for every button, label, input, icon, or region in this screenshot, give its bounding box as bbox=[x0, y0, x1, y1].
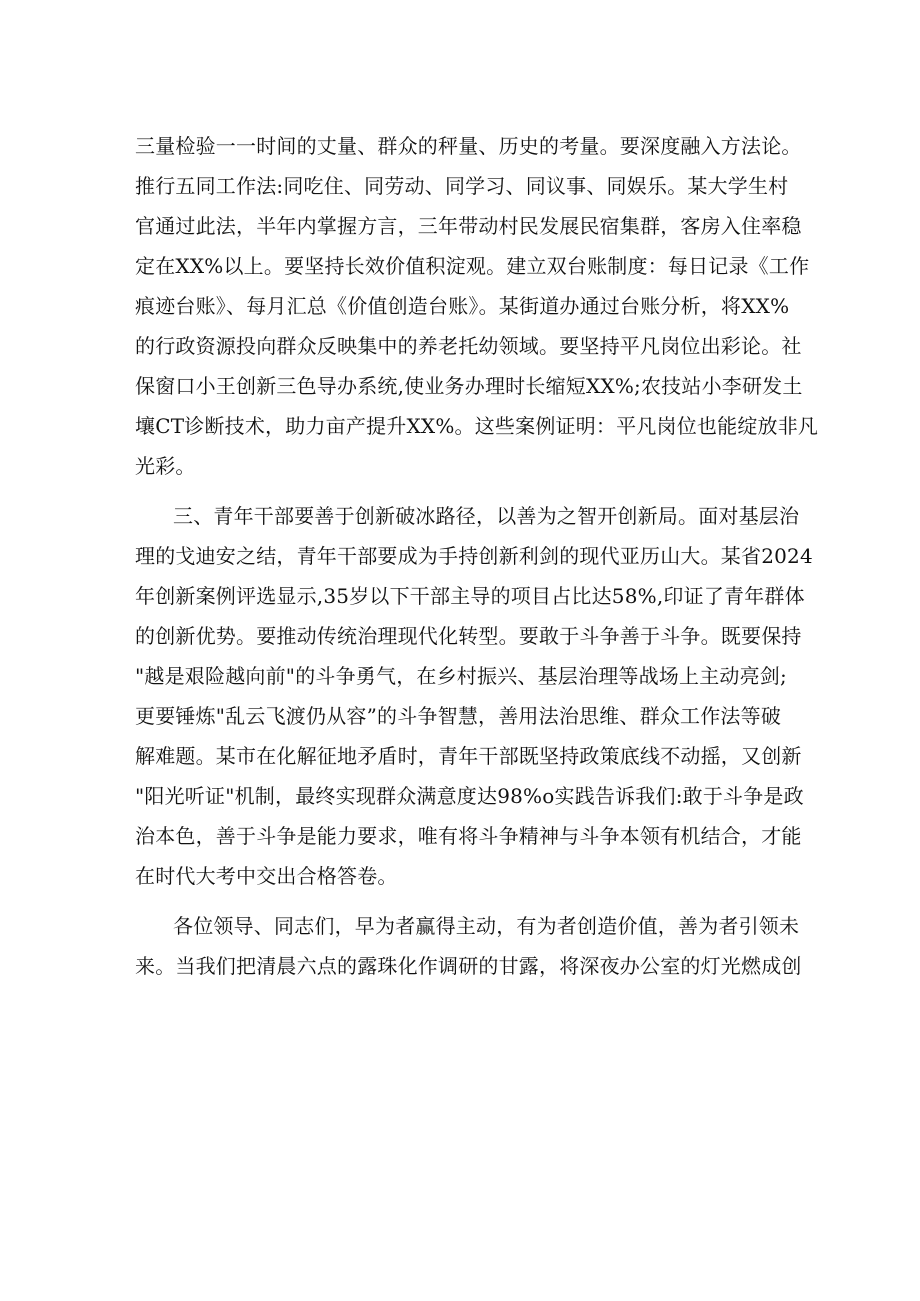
text-line: 解难题。某市在化解征地矛盾时，青年干部既坚持政策底线不动摇，又创新 bbox=[135, 744, 802, 768]
paragraph-spacer bbox=[135, 896, 795, 906]
text-line: 的行政资源投向群众反映集中的养老托幼领域。要坚持平凡岗位出彩论。社 bbox=[135, 334, 802, 358]
text-line: 保窗口小王创新三色导办系统,使业务办理时长缩短XX%;农技站小李研发土 bbox=[135, 374, 803, 398]
text-line: 来。当我们把清晨六点的露珠化作调研的甘露，将深夜办公室的灯光燃成创 bbox=[135, 954, 802, 978]
text-line: 年创新案例评选显示,35岁以下干部主导的项目占比达58%,印证了青年群体 bbox=[135, 584, 805, 608]
text-line: 的创新优势。要推动传统治理现代化转型。要敢于斗争善于斗争。既要保持 bbox=[135, 624, 802, 648]
text-line: 更要锤炼"乱云飞渡仍从容”的斗争智慧，善用法治思维、群众工作法等破 bbox=[135, 704, 782, 728]
text-line: 官通过此法，半年内掌握方言，三年带动村民发展民宿集群，客房入住率稳 bbox=[135, 214, 802, 238]
paragraph bbox=[135, 496, 813, 896]
text-line: 三量检验一一时间的丈量、群众的秤量、历史的考量。要深度融入方法论。 bbox=[135, 134, 802, 158]
text-line: 痕迹台账》、每月汇总《价值创造台账》。某街道办通过台账分析，将XX% bbox=[135, 294, 790, 318]
text-line: 定在XX%以上。要坚持长效价值积淀观。建立双台账制度：每日记录《工作 bbox=[135, 254, 810, 278]
text-line: 光彩。 bbox=[135, 454, 196, 478]
text-line: 理的戈迪安之结，青年干部要成为手持创新利剑的现代亚历山大。某省2024 bbox=[135, 544, 813, 568]
text-line: 推行五同工作法:同吃住、同劳动、同学习、同议事、同娱乐。某大学生村 bbox=[135, 174, 789, 198]
text-line: 各位领导、同志们，早为者赢得主动，有为者创造价值，善为者引领未 bbox=[173, 914, 800, 938]
text-line: 在时代大考中交出合格答卷。 bbox=[135, 864, 398, 888]
document-body bbox=[135, 126, 819, 986]
text-line: "越是艰险越向前"的斗争勇气，在乡村振兴、基层治理等战场上主动亮剑; bbox=[135, 664, 787, 688]
paragraph bbox=[135, 906, 802, 986]
paragraph bbox=[135, 126, 819, 486]
text-line: 壤CT诊断技术，助力亩产提升XX%。这些案例证明：平凡岗位也能绽放非凡 bbox=[135, 414, 819, 438]
paragraph-spacer bbox=[135, 486, 795, 496]
text-line: "阳光听证"机制，最终实现群众满意度达98%o实践告诉我们:敢于斗争是政 bbox=[135, 784, 804, 808]
text-line: 治本色，善于斗争是能力要求，唯有将斗争精神与斗争本领有机结合，才能 bbox=[135, 824, 802, 848]
text-line: 三、青年干部要善于创新破冰路径，以善为之智开创新局。面对基层治 bbox=[173, 504, 800, 528]
